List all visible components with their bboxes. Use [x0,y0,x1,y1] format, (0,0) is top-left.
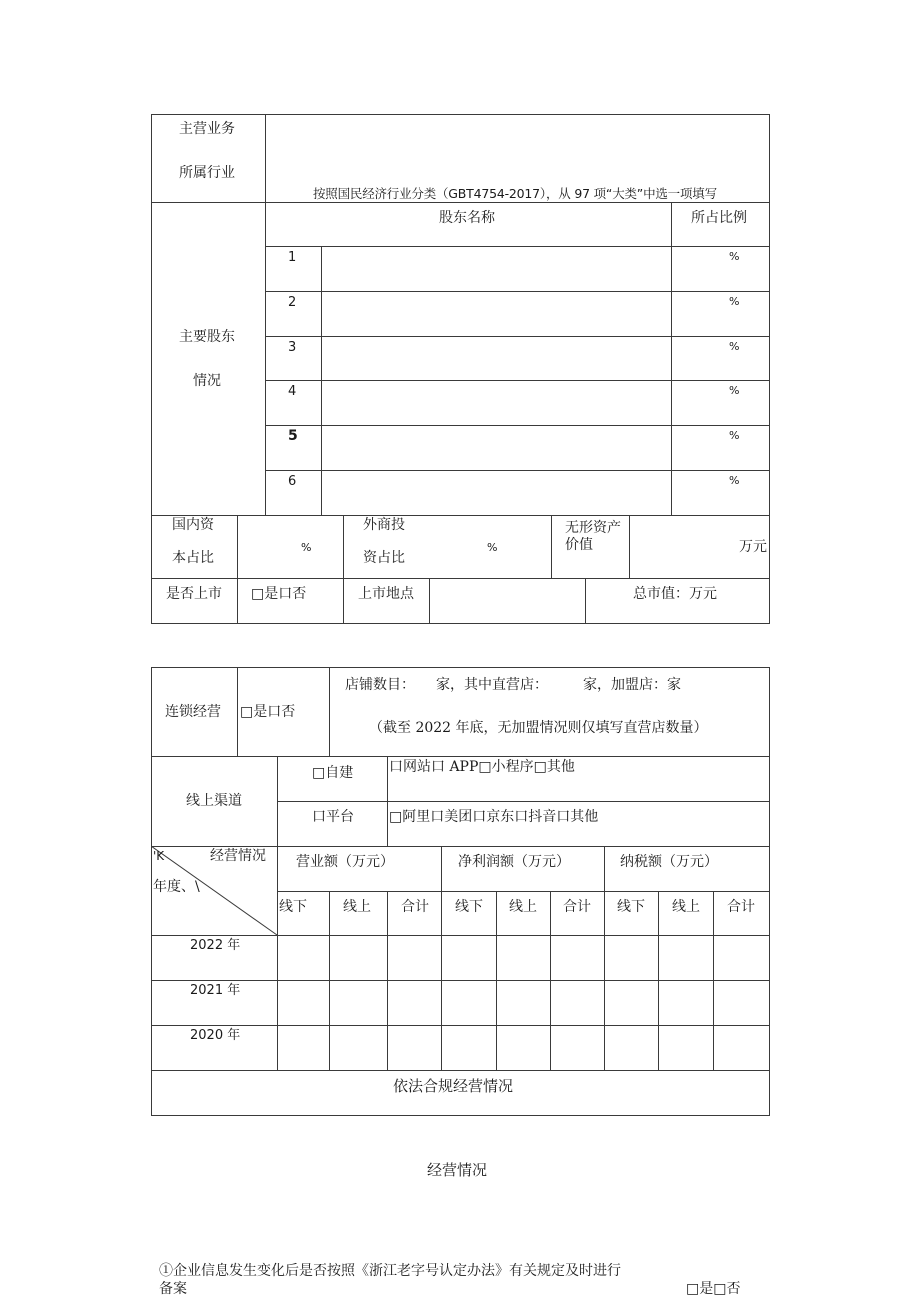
sub-header-total: 合计 [727,899,755,915]
main-shareholders-label-2: 情况 [193,373,221,389]
year-label: 2022 年 [190,938,241,953]
foreign-investment-label: 外商投 [363,517,405,533]
sub-header-offline: 线下 [279,899,307,915]
corner-operation-label: 经营情况 [210,848,266,864]
col-divider [237,667,238,756]
platform-options[interactable]: □阿里口美团口京东口抖音口其他 [389,809,599,825]
row-divider [151,515,770,516]
col-divider [343,515,344,624]
market-value-label: 总市值：万元 [633,586,717,602]
share-percent: % [729,429,740,442]
financial-data-cells[interactable] [278,936,770,1070]
store-count-note: （截至 2022 年底，无加盟情况则仅填写直营店数量） [369,720,708,736]
intangible-assets-label-2: 价值 [565,537,593,553]
share-percent: % [729,474,740,487]
store-count-line[interactable]: 店铺数目： 家，其中直营店： 家，加盟店：家 [345,677,681,693]
col-divider [671,202,672,515]
shareholder-row-number: 1 [288,250,297,265]
shareholder-row-number: 2 [288,295,297,310]
col-divider [387,756,388,846]
industry-hint: 按照国民经济行业分类（GBT4754-2017），从 97 项“大类”中选一项填写 [313,186,717,201]
sub-header-online: 线上 [343,899,371,915]
chain-operation-label: 连锁经营 [165,704,221,720]
net-profit-header: 净利润额（万元） [458,854,570,870]
domestic-capital-label: 国内资 [172,517,214,533]
share-percent: % [729,384,740,397]
filing-answer-options[interactable]: □是□否 [686,1281,741,1297]
self-built-options[interactable]: 口网站口 APP□小程序□其他 [389,759,575,775]
row-divider [277,801,770,802]
corner-year-label: 年度、\ [153,879,200,895]
year-label: 2020 年 [190,1028,241,1043]
row-divider [151,756,770,757]
share-percent: % [729,250,740,263]
shareholder-name-cell[interactable] [322,292,671,336]
shareholder-row-number: 6 [288,474,297,489]
platform-checkbox[interactable]: 口平台 [312,809,354,825]
shareholder-name-cell[interactable] [322,471,671,515]
intangible-assets-unit: 万元 [739,539,767,555]
share-ratio-header: 所占比例 [691,210,747,226]
row-divider [151,1070,770,1071]
col-divider [585,578,586,624]
listing-place-cell[interactable] [430,579,585,623]
tax-header: 纳税额（万元） [620,854,718,870]
shareholder-name-header: 股东名称 [439,210,495,226]
main-business-label: 主营业务 [179,121,235,137]
year-label: 2021 年 [190,983,241,998]
corner-mark: 'K [153,849,165,863]
online-channel-label: 线上渠道 [186,793,242,809]
shareholder-name-cell[interactable] [322,247,671,291]
shareholder-name-cell[interactable] [322,337,671,380]
row-divider [277,891,770,892]
share-percent: % [729,295,740,308]
compliance-section-title: 依法合规经营情况 [393,1077,514,1095]
col-divider [551,515,552,578]
intangible-assets-label: 无形资产 [565,520,621,536]
domestic-capital-percent: % [301,541,312,554]
industry-label: 所属行业 [179,165,235,181]
domestic-capital-label-2: 本占比 [172,550,214,566]
filing-question-line2: 备案 [159,1281,187,1297]
sub-header-online: 线上 [672,899,700,915]
foreign-investment-label-2: 资占比 [363,550,405,566]
shareholder-row-number: 3 [288,340,297,355]
sub-header-total: 合计 [401,899,429,915]
col-divider [237,515,238,624]
listing-place-label: 上市地点 [358,586,414,602]
shareholder-name-cell[interactable] [322,426,671,470]
sub-header-total: 合计 [563,899,591,915]
chain-checkbox-options[interactable]: □是口否 [240,704,296,720]
sub-header-online: 线上 [509,899,537,915]
col-divider [329,667,330,756]
shareholder-row-number: 4 [288,384,297,399]
operation-section-title: 经营情况 [427,1161,488,1179]
col-divider [265,114,266,515]
shareholder-row-number: 5 [288,428,298,444]
shareholder-name-cell[interactable] [322,381,671,425]
main-shareholders-label: 主要股东 [179,329,235,345]
listed-checkbox-options[interactable]: □是口否 [251,586,307,602]
revenue-header: 营业额（万元） [296,854,394,870]
listed-label: 是否上市 [166,586,222,602]
sub-header-offline: 线下 [455,899,483,915]
foreign-investment-percent: % [487,541,498,554]
sub-header-offline: 线下 [617,899,645,915]
self-built-checkbox[interactable]: □自建 [312,765,354,781]
col-divider [629,515,630,578]
row-divider [151,202,770,203]
share-percent: % [729,340,740,353]
filing-question-line1: ①企业信息发生变化后是否按照《浙江老字号认定办法》有关规定及时进行 [159,1263,621,1279]
